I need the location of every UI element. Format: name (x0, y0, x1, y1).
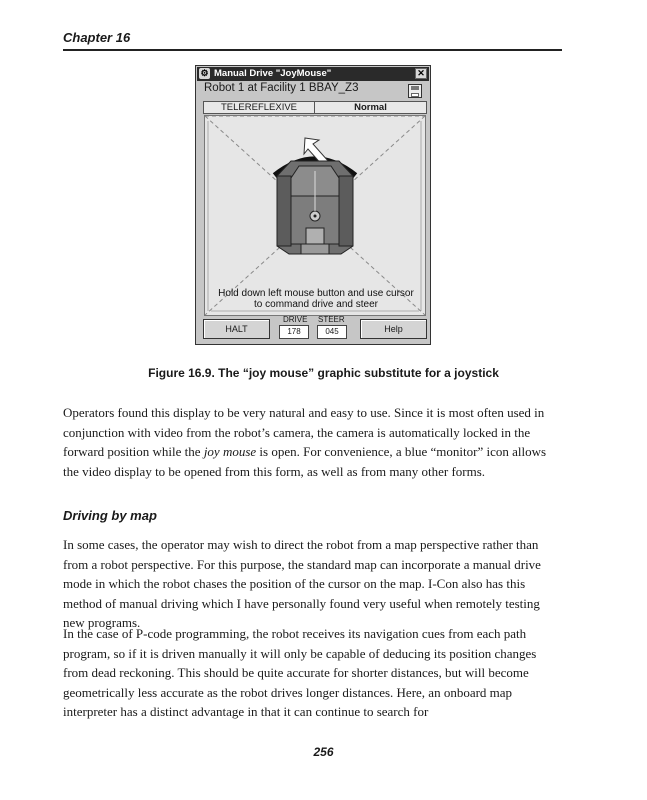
tab-normal[interactable]: Normal (354, 102, 387, 113)
chapter-header: Chapter 16 (63, 30, 131, 45)
paragraph-1 (63, 403, 562, 481)
header-rule (63, 49, 562, 51)
tab-telereflexive[interactable]: TELEREFLEXIVE (204, 102, 315, 113)
paragraph-1-part-a: Operators found this display to be very natural and easy to use. Since it is most often used in conjunction with video from the robot’s camera, the camera is automatically locked in the forward position while the (63, 405, 545, 459)
figure-caption: Figure 16.9. The “joy mouse” graphic substitute for a joystick (148, 366, 499, 380)
paragraph-1-part-b: is open. For convenience, a blue “monitor” icon allows the video display to be opened from this form, as well as from many other forms. (63, 444, 547, 479)
mode-tabs (203, 101, 427, 114)
manual-drive-dialog (195, 65, 431, 345)
dialog-titlebar[interactable] (197, 67, 429, 81)
robot-facility-label: Robot 1 at Facility 1 BBAY_Z3 (204, 82, 359, 94)
robot-graphic (205, 116, 425, 315)
page-number: 256 (313, 745, 334, 759)
steer-label: STEER (318, 315, 345, 324)
dialog-title: Manual Drive "JoyMouse" (214, 68, 332, 79)
halt-button[interactable]: HALT (203, 319, 270, 339)
joy-mouse-emphasis: joy mouse (203, 444, 257, 459)
system-menu-icon[interactable]: ⚙ (200, 68, 209, 78)
drive-value-field[interactable]: 178 (279, 325, 309, 339)
close-icon[interactable]: ✕ (415, 68, 427, 79)
drive-instructions: Hold down left mouse button and use cursor to command drive and steer (218, 288, 414, 310)
section-heading: Driving by map (63, 508, 157, 523)
paragraph-2: In some cases, the operator may wish to direct the robot from a map perspective rather than from a robot perspective. For this purpose, the standard map can incorporate a manual drive mode in which the robot chases the position of the cursor on the map. I-Con also has this method of manual driving which I have personally found very useful when remotely testing new programs. (63, 537, 541, 630)
help-button[interactable]: Help (360, 319, 427, 339)
drive-label: DRIVE (283, 315, 308, 324)
steer-value-field[interactable]: 045 (317, 325, 347, 339)
save-icon[interactable] (408, 84, 422, 98)
joy-mouse-drive-area[interactable] (204, 115, 426, 316)
paragraph-3: In the case of P-code programming, the robot receives its navigation cues from each path program, so if it is driven manually it will only be capable of deducing its position changes from dead reckoning. This should be quite accurate for shorter distances, but will become geometrically less accurate as the robot drives longer distances. Here, an onboard map interpreter has a distinct advantage in that it can continue to search for (63, 626, 537, 719)
